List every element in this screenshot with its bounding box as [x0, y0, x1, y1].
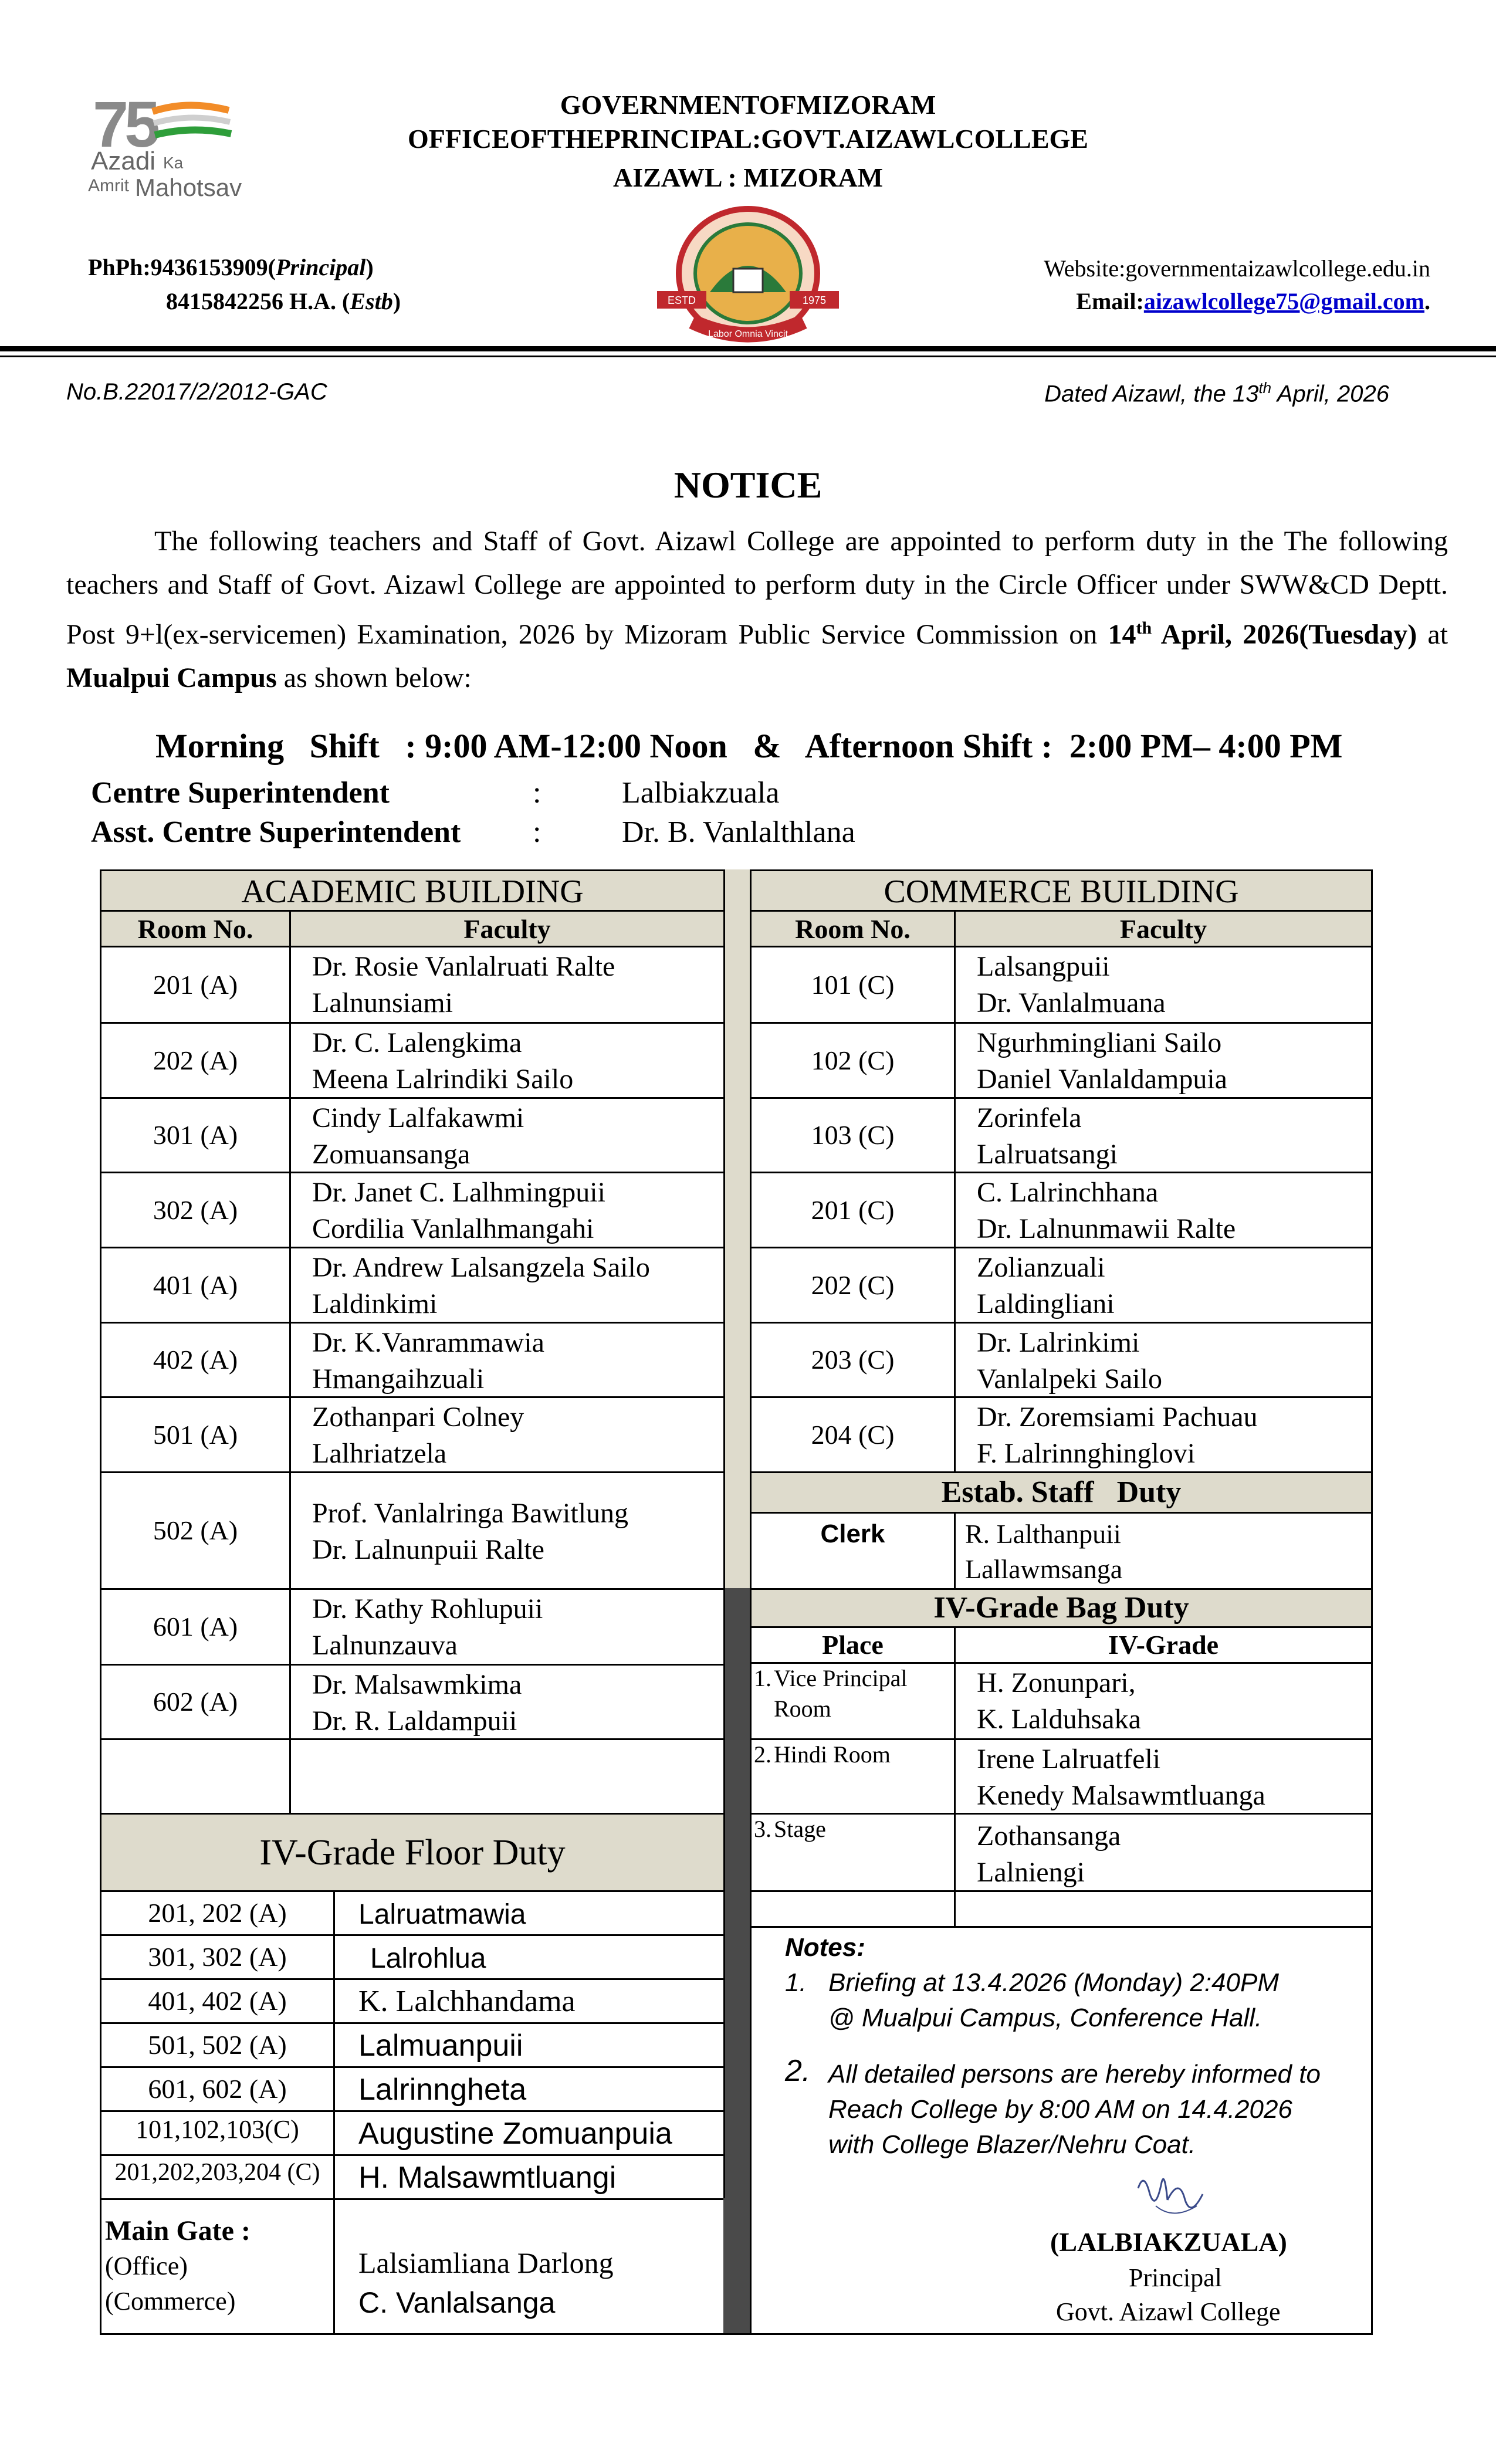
govt-title: GOVERNMENTOFMIZORAM	[560, 90, 936, 120]
logo-azadi-text: Azadi	[91, 147, 156, 175]
note-1-number: 1.	[785, 1968, 807, 1997]
commerce-faculty-cell: Dr. Zoremsiami Pachuau F. Lalrinnghinglovi	[954, 1396, 1373, 1473]
commerce-faculty-cell: Ngurhmingliani Sailo Daniel Vanlaldampuia	[954, 1022, 1373, 1099]
academic-room-cell: 402 (A)	[100, 1322, 291, 1398]
cs-name: Lalbiakzuala	[622, 776, 780, 810]
academic-room-cell: 601 (A)	[100, 1588, 291, 1666]
note-2-line-3: with College Blazer/Nehru Coat.	[828, 2130, 1196, 2159]
academic-faculty-cell: Cindy Lalfakawmi Zomuansanga	[289, 1097, 725, 1173]
academic-faculty-cell: Dr. Kathy Rohlupuii Lalnunzauva	[289, 1588, 725, 1666]
divider-light	[723, 869, 752, 1588]
commerce-room-cell: 102 (C)	[750, 1022, 956, 1099]
academic-faculty-cell: Dr. Malsawmkima Dr. R. Laldampuii	[289, 1664, 725, 1740]
floor-room-cell: 101,102,103(C)	[100, 2110, 335, 2156]
commerce-faculty-cell: Lalsangpuii Dr. Vanlalmuana	[954, 946, 1373, 1024]
location-title: AIZAWL : MIZORAM	[612, 163, 884, 192]
bag-grade-cell: Irene Lalruatfeli Kenedy Malsawmtluanga	[954, 1738, 1373, 1815]
commerce-room-cell: 202 (C)	[750, 1247, 956, 1324]
floor-room-cell: 601, 602 (A)	[100, 2066, 335, 2112]
signatory-org: Govt. Aizawl College	[1056, 2297, 1281, 2326]
divider-dark-bottom	[723, 2198, 752, 2335]
commerce-faculty-cell: Zorinfela Lalruatsangi	[954, 1097, 1373, 1173]
floor-room-cell: 201, 202 (A)	[100, 1890, 335, 1936]
commerce-room-cell: 103 (C)	[750, 1097, 956, 1173]
notes-title: Notes:	[785, 1933, 865, 1962]
floor-name-cell: K. Lalchhandama	[333, 1978, 725, 2024]
estab-header: Estab. Staff Duty	[750, 1471, 1373, 1514]
floor-name-cell: Lalruatmawia	[333, 1890, 725, 1936]
academic-faculty-cell: Dr. K.Vanrammawia Hmangaihzuali	[289, 1322, 725, 1398]
svg-text:7: 7	[93, 89, 129, 161]
seal-year-text: 1975	[802, 295, 827, 306]
commerce-room-cell: 203 (C)	[750, 1322, 956, 1398]
college-seal	[651, 204, 845, 345]
divider-dark	[723, 1588, 752, 2209]
email-link[interactable]: aizawlcollege75@gmail.com	[1143, 288, 1424, 314]
note-2-number: 2.	[785, 2054, 811, 2088]
academic-room-cell: 502 (A)	[100, 1471, 291, 1590]
academic-room-cell: 501 (A)	[100, 1396, 291, 1473]
academic-room-cell: 201 (A)	[100, 946, 291, 1024]
phone-principal: PhPh:9436153909(Principal)	[88, 254, 374, 280]
acs-colon: :	[533, 815, 541, 849]
academic-header: ACADEMIC BUILDING	[100, 869, 725, 912]
bag-duty-header: IV-Grade Bag Duty	[750, 1588, 1373, 1628]
header-rule-thick	[0, 346, 1496, 351]
commerce-faculty-cell: C. Lalrinchhana Dr. Lalnunmawii Ralte	[954, 1172, 1373, 1248]
bag-grade-cell: Zothansanga Lalniengi	[954, 1813, 1373, 1892]
gate-label-cell: Main Gate : (Office) (Commerce)	[100, 2198, 335, 2335]
academic-room-cell: 301 (A)	[100, 1097, 291, 1173]
academic-faculty-cell: Dr. C. Lalengkima Meena Lalrindiki Sailo	[289, 1022, 725, 1099]
logo-ka-text: Ka	[163, 154, 184, 172]
logo-amrit-text: Amrit	[88, 176, 129, 195]
dated-text: Dated Aizawl, the 13th April, 2026	[1044, 379, 1389, 407]
academic-room-cell: 401 (A)	[100, 1247, 291, 1324]
floor-name-cell: Lalrohlua	[333, 1934, 725, 1980]
floor-room-cell: 301, 302 (A)	[100, 1934, 335, 1980]
academic-col-faculty: Faculty	[289, 910, 725, 947]
floor-room-cell: 401, 402 (A)	[100, 1978, 335, 2024]
academic-faculty-cell: Dr. Rosie Vanlalruati Ralte Lalnunsiami	[289, 946, 725, 1024]
note-1-line-2: @ Mualpui Campus, Conference Hall.	[828, 2003, 1263, 2032]
seal-estd-text: ESTD	[667, 295, 696, 306]
commerce-col-faculty: Faculty	[954, 910, 1373, 947]
signatory-name: (LALBIAKZUALA)	[1050, 2227, 1287, 2257]
commerce-faculty-cell: Dr. Lalrinkimi Vanlalpeki Sailo	[954, 1322, 1373, 1398]
cs-label: Centre Superintendent	[91, 776, 390, 810]
logo-mahotsav-text: Mahotsav	[135, 174, 242, 201]
commerce-header: COMMERCE BUILDING	[750, 869, 1373, 912]
commerce-room-cell: 201 (C)	[750, 1172, 956, 1248]
floor-name-cell: Augustine Zomuanpuia	[333, 2110, 725, 2156]
office-title: OFFICEOFTHEPRINCIPAL:GOVT.AIZAWLCOLLEGE	[408, 124, 1088, 154]
bag-col-place: Place	[750, 1626, 956, 1664]
signatory-title: Principal	[1129, 2263, 1222, 2292]
acs-name: Dr. B. Vanlalthlana	[622, 815, 855, 849]
bag-place-cell: 3. Stage	[750, 1813, 956, 1892]
commerce-room-cell: 101 (C)	[750, 946, 956, 1024]
bag-empty-cell	[750, 1890, 956, 1928]
commerce-faculty-cell: Zolianzuali Laldingliani	[954, 1247, 1373, 1324]
notice-body: The following teachers and Staff of Govt. Aizawl College are appointed to perform duty in the The following teachers and Staff of Govt. Aizawl College are appointed to perform duty in the Circle Officer under SWW&CD Deptt. Post 9+l(ex-servicemen) Examination, 2026 by Mizoram Public Service Commission on 14th April, 2026(Tuesday) at Mualpui Campus as shown below:	[66, 526, 1448, 693]
academic-faculty-cell: Prof. Vanlalringa Bawitlung Dr. Lalnunpuii Ralte	[289, 1471, 725, 1590]
academic-room-cell: 302 (A)	[100, 1172, 291, 1248]
academic-empty-cell	[100, 1738, 291, 1815]
floor-name-cell: Lalmuanpuii	[333, 2022, 725, 2068]
academic-faculty-cell: Dr. Janet C. Lalhmingpuii Cordilia Vanlalhmangahi	[289, 1172, 725, 1248]
note-1-line-1: Briefing at 13.4.2026 (Monday) 2:40PM	[828, 1968, 1280, 1997]
bag-grade-cell: H. Zonunpari, K. Lalduhsaka	[954, 1662, 1373, 1740]
academic-faculty-cell: Zothanpari Colney Lalhriatzela	[289, 1396, 725, 1473]
bag-place-cell: 1. Vice Principal Room	[750, 1662, 956, 1740]
estab-names-cell: R. Lalthanpuii Lallawmsanga	[954, 1512, 1373, 1590]
cs-colon: :	[533, 776, 541, 810]
floor-room-cell: 201,202,203,204 (C)	[100, 2154, 335, 2200]
floor-name-cell: H. Malsawmtluangi	[333, 2154, 725, 2200]
academic-col-room: Room No.	[100, 910, 291, 947]
seal-motto-text: Labor Omnia Vincit	[708, 329, 788, 339]
academic-empty-cell	[289, 1738, 725, 1815]
floor-duty-header: IV-Grade Floor Duty	[100, 1813, 725, 1892]
phone-estb: 8415842256 H.A. (Estb)	[166, 288, 401, 314]
acs-label: Asst. Centre Superintendent	[91, 815, 461, 849]
note-2-line-1: All detailed persons are hereby informed to	[828, 2060, 1321, 2089]
notice-title: NOTICE	[673, 464, 823, 506]
academic-room-cell: 602 (A)	[100, 1664, 291, 1740]
svg-text:5: 5	[124, 89, 161, 161]
academic-faculty-cell: Dr. Andrew Lalsangzela Sailo Laldinkimi	[289, 1247, 725, 1324]
academic-room-cell: 202 (A)	[100, 1022, 291, 1099]
commerce-col-room: Room No.	[750, 910, 956, 947]
bag-empty-cell	[954, 1890, 1373, 1928]
note-2-line-2: Reach College by 8:00 AM on 14.4.2026	[828, 2095, 1292, 2124]
floor-room-cell: 501, 502 (A)	[100, 2022, 335, 2068]
commerce-room-cell: 204 (C)	[750, 1396, 956, 1473]
estab-role-cell: Clerk	[750, 1512, 956, 1590]
email-line: Email:aizawlcollege75@gmail.com.	[1076, 288, 1430, 314]
website-text: Website:governmentaizawlcollege.edu.in	[1044, 255, 1430, 282]
header-rule-thin	[0, 356, 1496, 357]
reference-number: No.B.22017/2/2012-GAC	[66, 379, 327, 405]
notes-box	[750, 1926, 1373, 2335]
gate-names-cell: Lalsiamliana Darlong C. Vanlalsanga	[333, 2198, 725, 2335]
floor-name-cell: Lalrinngheta	[333, 2066, 725, 2112]
shift-timings: Morning Shift : 9:00 AM-12:00 Noon & Afternoon Shift : 2:00 PM– 4:00 PM	[155, 727, 1343, 765]
bag-place-cell: 2. Hindi Room	[750, 1738, 956, 1815]
table-bottom-border	[100, 2333, 1373, 2335]
bag-col-grade: IV-Grade	[954, 1626, 1373, 1664]
